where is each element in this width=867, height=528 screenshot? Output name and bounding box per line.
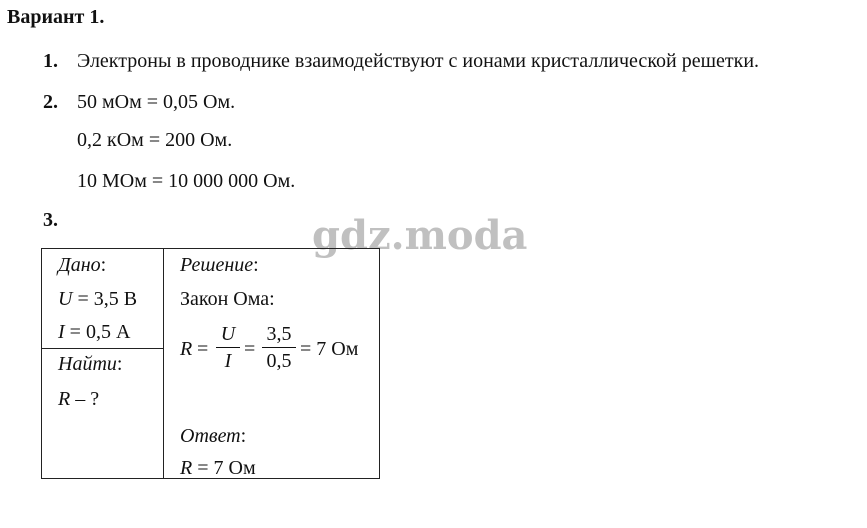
- watermark: gdz.moda: [312, 212, 528, 259]
- formula-equals-1: =: [197, 338, 209, 360]
- conversion-line-2: 0,2 кОм = 200 Ом.: [77, 129, 233, 151]
- conversion-line-1: 50 мОм = 0,05 Ом.: [77, 91, 236, 113]
- formula-equals-2: =: [244, 338, 256, 360]
- conversion-line-3: 10 МОм = 10 000 000 Ом.: [77, 170, 296, 192]
- find-header: Найти:: [58, 353, 123, 375]
- given-header: Дано:: [58, 254, 107, 276]
- formula-lhs: R: [180, 338, 193, 360]
- given-voltage: U = 3,5 В: [58, 288, 138, 310]
- formula-result: = 7 Ом: [300, 338, 359, 360]
- find-value: R – ?: [58, 388, 100, 410]
- ohm-law-label: Закон Ома:: [180, 288, 275, 310]
- table-row-divider: [41, 348, 163, 349]
- table-column-divider: [163, 248, 164, 479]
- item-number-3: 3.: [43, 209, 58, 231]
- given-current: I = 0,5 А: [58, 321, 131, 343]
- fraction-values: 3,5 0,5: [262, 322, 296, 373]
- item-number-2: 2.: [43, 91, 58, 113]
- page-title: Вариант 1.: [7, 6, 105, 28]
- item-number-1: 1.: [43, 50, 58, 72]
- fraction-u-over-i: U I: [216, 322, 240, 373]
- item-1-text: Электроны в проводнике взаимодействуют с ионами кристаллической решетки.: [77, 50, 760, 72]
- answer-header: Ответ:: [180, 425, 247, 447]
- answer-value: R = 7 Ом: [180, 457, 256, 479]
- solution-header: Решение:: [180, 254, 259, 276]
